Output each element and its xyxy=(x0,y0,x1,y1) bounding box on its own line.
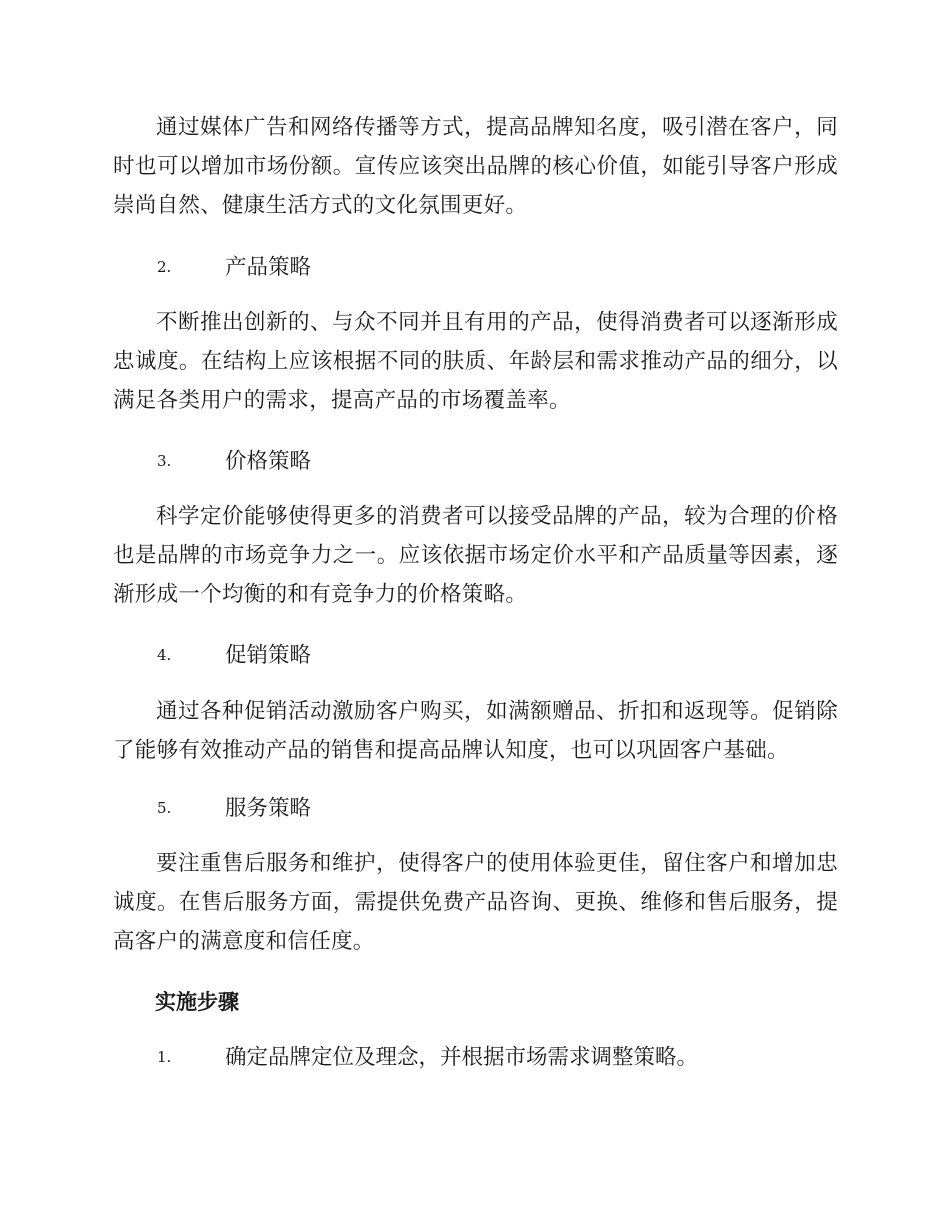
strategy-title: 促销策略 xyxy=(225,643,312,668)
list-number: 1. xyxy=(157,1048,172,1066)
paragraph-product-strategy: 不断推出创新的、与众不同并且有用的产品，使得消费者可以逐渐形成忠诚度。在结构上应该根据不同的肤质、年龄层和需求推动产品的细分，以满足各类用户的需求，提高产品的市场覆盖率。 xyxy=(113,310,838,413)
step-text: 确定品牌定位及理念，并根据市场需求调整策略。 xyxy=(225,1045,699,1070)
list-number: 3. xyxy=(157,452,172,470)
paragraph-promotion-intro: 通过媒体广告和网络传播等方式，提高品牌知名度，吸引潜在客户，同时也可以增加市场份额。宣传应该突出品牌的核心价值，如能引导客户形成崇尚自然、健康生活方式的文化氛围更好。 xyxy=(113,115,838,218)
strategy-title: 产品策略 xyxy=(225,255,312,280)
strategy-title: 服务策略 xyxy=(225,796,312,821)
strategy-item-service xyxy=(157,793,311,824)
list-number: 2. xyxy=(157,258,172,276)
list-number: 4. xyxy=(157,646,172,664)
list-number: 5. xyxy=(157,799,172,817)
section-heading-implementation: 实施步骤 xyxy=(155,990,239,1014)
strategy-item-promotion xyxy=(157,640,311,671)
paragraph-price-strategy: 科学定价能够使得更多的消费者可以接受品牌的产品，较为合理的价格也是品牌的市场竞争力之一。应该依据市场定价水平和产品质量等因素，逐渐形成一个均衡的和有竞争力的价格策略。 xyxy=(113,504,838,607)
paragraph-promotion-strategy: 通过各种促销活动激励客户购买，如满额赠品、折扣和返现等。促销除了能够有效推动产品的销售和提高品牌认知度，也可以巩固客户基础。 xyxy=(113,699,838,763)
strategy-item-price xyxy=(157,446,311,477)
strategy-item-product xyxy=(157,252,311,283)
strategy-title: 价格策略 xyxy=(225,449,312,474)
paragraph-service-strategy: 要注重售后服务和维护，使得客户的使用体验更佳，留住客户和增加忠诚度。在售后服务方面，需提供免费产品咨询、更换、维修和售后服务，提高客户的满意度和信任度。 xyxy=(113,851,838,954)
step-item-1 xyxy=(157,1042,698,1073)
